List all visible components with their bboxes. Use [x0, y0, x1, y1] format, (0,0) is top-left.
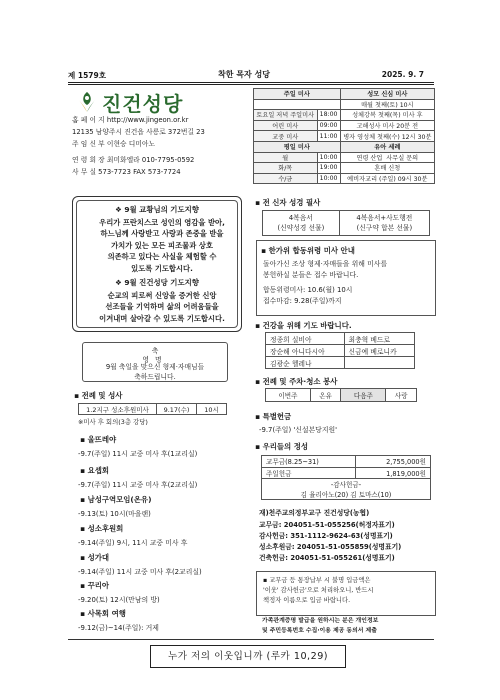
row-time: 10:00 [317, 173, 340, 184]
table-cell: 다음주 [341, 389, 386, 402]
row-note: 혼배 신청 [340, 163, 434, 174]
bible-line: (신약성경 선물) [277, 224, 325, 232]
choir-title: ▪ 성가대 [80, 553, 110, 562]
prayer-inner-frame [76, 200, 238, 328]
notice-line: '이웃' 감사헌금'으로 처리하오니, 반드시 [263, 587, 374, 594]
table-row [262, 456, 431, 468]
table-row [266, 333, 415, 345]
first-fri-sub: 매월 첫째(토) 10시 [340, 99, 434, 110]
infant-baptism-head: 유아 세례 [340, 141, 434, 152]
feast-line: 축하드립니다. [134, 372, 176, 381]
vocation-title: ▪ 성소후원회 [80, 524, 124, 533]
family-cert-notice [262, 617, 378, 636]
account-line: 교무금: 204051-51-055256(허정자표기) [259, 521, 395, 529]
homepage-line[interactable]: 홈 페 이 지 http://www.jingeon.or.kr [72, 116, 189, 124]
account-title: 재)천주교의정부교구 진건성당(농협) [259, 509, 370, 517]
notice-box [256, 571, 436, 616]
row-label: 교중 미사 [254, 131, 318, 142]
ultreya-line: -9.7(주일) 11시 교중 미사 후(1교리실) [78, 450, 198, 458]
bible-cell [263, 211, 340, 236]
table-row [254, 173, 435, 184]
pope-prayer-text [85, 217, 239, 274]
blank-cell [254, 99, 341, 110]
feast-word: 축 [151, 347, 159, 355]
prayer-line: 선조들을 기억하며 삶의 어려움들을 [105, 302, 219, 312]
parish-prayer-title: ❖ 9월 진건성당 기도지향 [115, 278, 199, 287]
special-offering-title: ▪ 특별헌금 [255, 412, 292, 421]
table-cell: 최충혁 베드로 [344, 333, 414, 345]
mens-group-title: ▪ 남성구역모임(온유) [80, 495, 152, 504]
account-line: 감사헌금: 351-1112-9624-63(성명표기) [259, 532, 393, 540]
account-line: 건축헌금: 204051-51-055261(성명표기) [259, 554, 395, 562]
choir-line: -9.14(주일) 11시 교중 미사 후(2교리실) [78, 568, 202, 576]
table-cell: 교무금(8.25~31) [262, 456, 356, 468]
mens-group-line: -9.13(토) 10시(마을랜) [78, 510, 151, 518]
table-row [254, 131, 435, 142]
weekday-mass-head: 평일 미사 [254, 141, 341, 152]
prayer-line: 의존하고 있다는 사실을 체험할 수 [107, 252, 217, 262]
table-cell: 이번주 [266, 389, 311, 402]
hangawi-body [263, 259, 387, 280]
bible-line: 4복음서+사도행전 [356, 214, 413, 222]
row-note-text: 연령 산업 [356, 154, 383, 162]
bible-copy-title: ▪ 전 신자 성경 필사 [255, 198, 321, 207]
table-row [79, 404, 227, 415]
health-prayer-title: ▪ 건강을 위해 기도 바랍니다. [255, 321, 352, 330]
liturgy-table [78, 403, 227, 415]
thanks-offering-sub: -감사헌금- [330, 481, 362, 489]
table-cell: 9.17(수) [157, 404, 197, 415]
table-row [254, 152, 435, 163]
service-table [265, 388, 417, 402]
prayer-intention-box [72, 196, 242, 332]
table-cell [262, 479, 431, 500]
table-row [254, 110, 435, 121]
pastor-line: 주 임 신 부 이현승 디미아노 [72, 140, 156, 148]
row-note [340, 152, 434, 163]
health-table [265, 332, 415, 369]
table-cell: 1.2지구 성소후원미사 [79, 404, 157, 415]
row-label: 토요일 저녁 주일미사 [254, 110, 318, 121]
feast-message [83, 363, 227, 382]
table-row [262, 479, 431, 500]
row-note: 고해성사 미사 20분 전 [340, 120, 434, 131]
table-cell: 장순해 아니다시아 [266, 345, 345, 357]
prayer-line: 가치가 있는 모든 피조물과 상호 [111, 240, 213, 250]
address-line: 12135 남양주시 진건읍 사릉로 372번길 23 [72, 128, 205, 136]
prayer-line: 우리가 프란치스코 성인의 영감을 받아, [99, 218, 225, 227]
prayer-line: 이겨내며 살아갈 수 있도록 기도합시다. [99, 313, 225, 323]
table-cell: 정종희 실비아 [266, 333, 345, 345]
table-cell: 사랑 [386, 389, 417, 402]
row-time: 19:00 [317, 163, 340, 174]
feast-line: 9월 축일을 맞으신 형제·자매님들 [105, 363, 205, 371]
table-cell: 온유 [310, 389, 341, 402]
joseph-title: ▪ 요셉회 [80, 466, 110, 475]
row-label: 수/금 [254, 173, 318, 184]
table-row [254, 163, 435, 174]
notice-text-2 [263, 596, 350, 606]
hangawi-box [256, 240, 436, 316]
curia-title: ▪ 꾸리아 [80, 581, 110, 590]
offering-title: ▪ 우리들의 정성 [255, 442, 308, 451]
row-time: 10:00 [317, 152, 340, 163]
issue-number: 제 1579호 [68, 71, 106, 80]
bible-verse: 누가 저의 이웃입니까 (루카 10,29) [150, 645, 346, 668]
notice-line: 책정자 이름으로 입금 바랍니다. [263, 597, 351, 604]
parish-name: 착한 목자 성당 [218, 70, 270, 79]
notice-line: ▪ 교무금 등 통장납부 시 불명 입금액은 [263, 577, 371, 584]
bible-copy-table [262, 210, 430, 236]
prayer-line: 있도록 기도합시다. [131, 263, 193, 273]
notice-line: 및 주민등록번호 수집·이용 제공 동의서 제출 [262, 627, 377, 634]
office-line: 사 무 실 573-7723 FAX 573-7724 [72, 168, 181, 176]
table-row [262, 467, 431, 479]
parish-logo-icon [76, 90, 98, 114]
table-cell: 김광순 헬레나 [266, 357, 345, 369]
table-row [254, 120, 435, 131]
hangawi-due: 접수마감: 9.28(주일)까지 [263, 297, 342, 305]
liturgy-section-title: ▪ 전례 및 성사 [74, 391, 123, 400]
feast-day-box [82, 342, 228, 382]
trip-title: ▪ 사목회 여행 [80, 609, 126, 618]
row-note: 예비자교리 (주일) 09시 30분 [340, 173, 434, 184]
prayer-line: 순교의 피로써 신앙을 증거한 신앙 [107, 291, 217, 300]
parish-prayer-text [85, 290, 239, 324]
notice-line: 가족관계증명 발급을 원하시는 분은 개인정보 [262, 618, 379, 624]
issue-date: 2025. 9. 7 [381, 70, 424, 79]
bible-line: 4복음서 [288, 214, 313, 222]
footer-divider [68, 639, 434, 640]
table-cell [344, 357, 414, 369]
bible-cell [339, 211, 429, 236]
ultreya-title: ▪ 울뜨레야 [80, 435, 117, 444]
table-row [266, 389, 417, 402]
liturgy-note: ※미사 후 회의(3층 강당) [78, 418, 148, 426]
parish-logo-title: 진건성당 [102, 92, 184, 116]
header-divider [68, 82, 434, 85]
row-time: 11:00 [317, 131, 340, 142]
table-row [266, 357, 415, 369]
row-time: 09:00 [317, 120, 340, 131]
offering-table [261, 455, 431, 500]
special-offering-line: -9.7(주일) '신설본당지원' [259, 426, 338, 434]
table-cell: 10시 [197, 404, 227, 415]
hangawi-line: 봉헌하실 분들은 접수 바랍니다. [263, 270, 359, 279]
table-cell: 1,819,000원 [356, 467, 431, 479]
feast-subword: 영명 [142, 356, 168, 364]
trip-line: -9.12(금)~14(주일): 거제 [78, 624, 159, 632]
row-note: 성체강복 첫째(목) 미사 후 [340, 110, 434, 121]
phone-line: 연 령 회 장 최미화엘라 010-7795-0592 [72, 156, 195, 164]
mass-schedule-table [253, 88, 435, 184]
hangawi-title: ▪ 한가위 합동위령 미사 안내 [261, 246, 355, 255]
prayer-line: 하느님께 사랑받고 사랑과 존중을 받을 [100, 229, 224, 239]
row-label: 화/목 [254, 163, 318, 174]
vocation-line: -9.14(주일) 9시, 11시 교중 미사 후 [78, 539, 188, 547]
table-row [263, 211, 430, 236]
row-time: 18:00 [317, 110, 340, 121]
row-label: 월 [254, 152, 318, 163]
inquiry-text: 사무실 문의 [386, 154, 419, 162]
hangawi-date: 합동위령미사: 10.6(월) 10시 [263, 286, 353, 294]
row-note: 병자 영성체 첫째(수) 12시 30분 [340, 131, 434, 142]
joseph-line: -9.7(주일) 11시 교중 미사 후(2교리실) [78, 481, 198, 489]
curia-line: -9.20(토) 12시(만남의 방) [78, 596, 160, 604]
table-row [266, 345, 415, 357]
service-title: ▪ 전례 및 주차·청소 봉사 [255, 377, 338, 386]
account-line: 성소후원금: 204051-51-055859(성명표기) [259, 543, 402, 551]
header-bar [68, 68, 424, 82]
pope-prayer-title: ❖ 9월 교황님의 기도지향 [115, 205, 199, 214]
notice-text [263, 576, 374, 596]
table-cell: 주일헌금 [262, 467, 356, 479]
first-fri-head: 성모 신심 미사 [340, 89, 434, 100]
hangawi-line: 돌아가신 조상 형제·자매들을 위해 미사를 [263, 260, 388, 268]
table-cell: 신금예 베로니카 [344, 345, 414, 357]
sunday-mass-head: 주일 미사 [254, 89, 341, 100]
row-label: 어린 미사 [254, 120, 318, 131]
thanks-offering-names: 김 율리아노(20) 김 토마스(10) [300, 491, 392, 499]
table-cell: 2,755,000원 [356, 456, 431, 468]
bible-line: (신구약 합본 선물) [356, 224, 413, 232]
